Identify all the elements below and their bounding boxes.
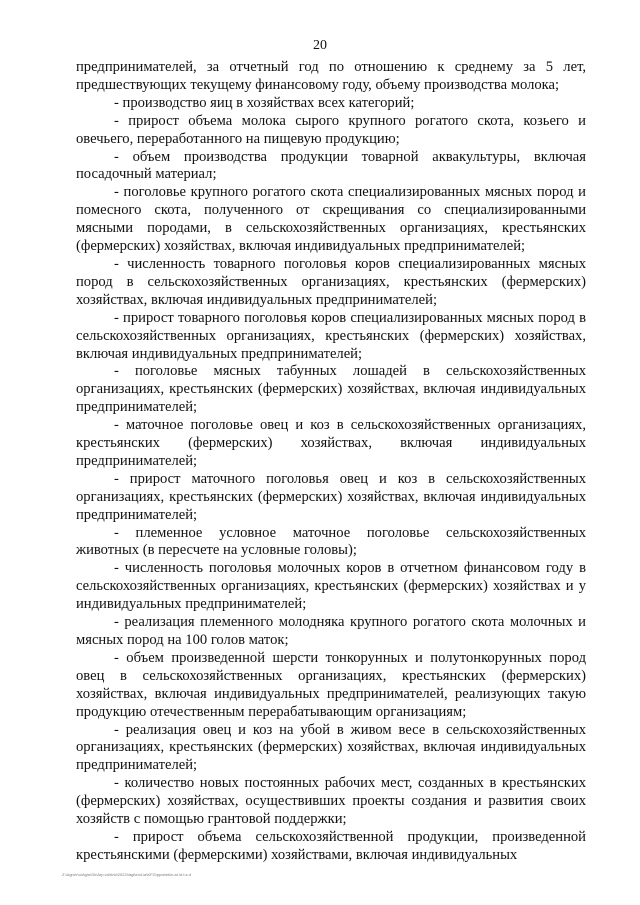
paragraph: - прирост маточного поголовья овец и коз в сельскохозяйственных организациях, крестьянских (фермерских) хозяйствах, включая индивидуальных предпринимателей; <box>76 470 586 523</box>
paragraph: - поголовье крупного рогатого скота специализированных мясных пород и помесного скота, полученного от скрещивания со специализированными мясными породами, в сельскохозяйственных организациях, крестьянских (фермерских) хозяйствах, включая индивидуальных предпринимателей; <box>76 184 586 255</box>
paragraph: - прирост товарного поголовья коров специализированных мясных пород в сельскохозяйственных организациях, крестьянских (фермерских) хозяйствах, включая индивидуальных предпринимателей; <box>76 309 586 362</box>
file-path-footer: Z:\Agro\r\u\Ag\s\Gk\Arp.vd\rk\b\2022Vagl\e\vL\a\KFG\ppobek\n.at.\d.t.s.d <box>62 872 191 877</box>
paragraph: - реализация овец и коз на убой в живом весе в сельскохозяйственных организациях, крестьянских (фермерских) хозяйствах, включая индивидуальных предпринимателей; <box>76 721 586 774</box>
paragraph: - количество новых постоянных рабочих мест, созданных в крестьянских (фермерских) хозяйствах, осуществивших проекты создания и развития своих хозяйств с помощью грантовой поддержки; <box>76 775 586 828</box>
paragraph: - численность поголовья молочных коров в отчетном финансовом году в сельскохозяйственных организациях, крестьянских (фермерских) хозяйствах и у индивидуальных предпринимателей; <box>76 560 586 613</box>
paragraph: - племенное условное маточное поголовье сельскохозяйственных животных (в пересчете на условные головы); <box>76 524 586 559</box>
paragraph: - маточное поголовье овец и коз в сельскохозяйственных организациях, крестьянских (фермерских) хозяйствах, включая индивидуальных предпринимателей; <box>76 417 586 469</box>
paragraph: - объем произведенной шерсти тонкорунных и полутонкорунных пород овец в сельскохозяйственных организациях, крестьянских (фермерских) хозяйствах, включая индивидуальных предпринимателей, реализующих такую продукцию отечественным перерабатывающим организациям; <box>76 649 586 720</box>
paragraph: - прирост объема молока сырого крупного рогатого скота, козьего и овечьего, переработанного на пищевую продукцию; <box>76 112 586 147</box>
paragraph: - объем производства продукции товарной аквакультуры, включая посадочный материал; <box>76 148 586 183</box>
paragraph: - прирост объема сельскохозяйственной продукции, произведенной крестьянскими (фермерскими) хозяйствами, включая индивидуальных <box>76 828 586 863</box>
document-body <box>76 59 586 865</box>
paragraph: - поголовье мясных табунных лошадей в сельскохозяйственных организациях, крестьянских (фермерских) хозяйствах, включая индивидуальных предпринимателей; <box>76 363 586 416</box>
page-number: 20 <box>313 38 327 53</box>
paragraph: - численность товарного поголовья коров специализированных мясных пород в сельскохозяйственных организациях, крестьянских (фермерских) хозяйствах, включая индивидуальных предпринимателей; <box>76 255 586 308</box>
paragraph: предпринимателей, за отчетный год по отношению к среднему за 5 лет, предшествующих текущему финансовому году, объему производства молока; <box>76 59 586 93</box>
paragraph: - реализация племенного молодняка крупного рогатого скота молочных и мясных пород на 100 голов маток; <box>76 614 586 648</box>
paragraph: - производство яиц в хозяйствах всех категорий; <box>114 94 415 111</box>
